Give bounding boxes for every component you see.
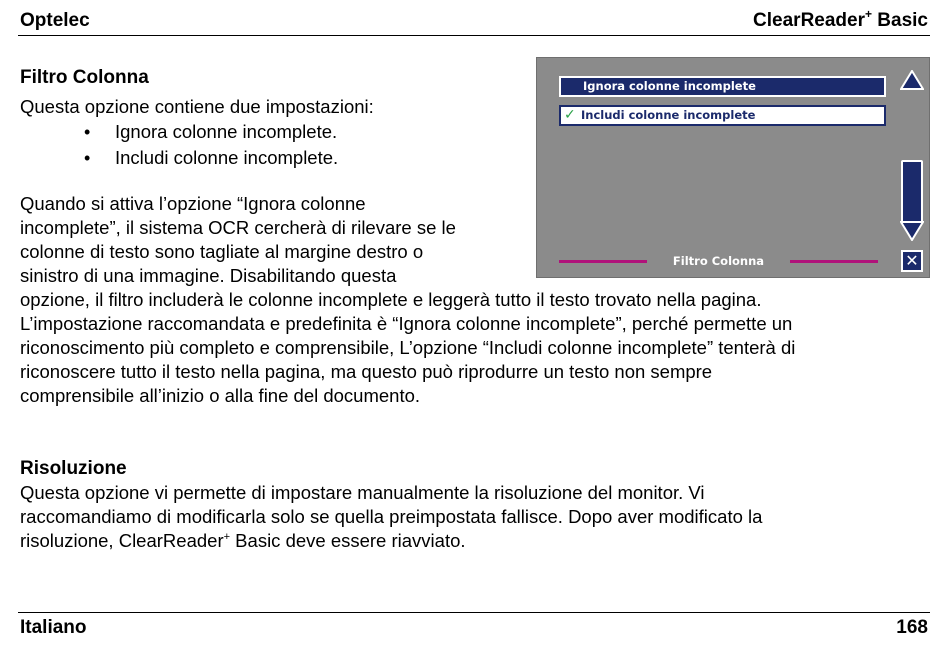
paragraph-line: raccomandiamo di modificarla solo se quella preimpostata fallisce. Dopo aver modificato la bbox=[20, 506, 763, 527]
product-suffix: Basic bbox=[872, 10, 928, 31]
paragraph-line: Questa opzione vi permette di impostare manualmente la risoluzione del monitor. Vi bbox=[20, 482, 705, 503]
paragraph-line: riconoscimento più completo e comprensibile, L’opzione “Includi colonne incomplete” tenterà di bbox=[20, 337, 796, 358]
title-accent-line bbox=[559, 260, 647, 263]
paragraph-line: opzione, il filtro includerà le colonne incomplete e leggerà tutto il testo trovato nella pagina. bbox=[20, 289, 762, 310]
page-number: 168 bbox=[896, 617, 928, 638]
arrow-down-icon[interactable] bbox=[900, 221, 924, 241]
filtro-colonna-screenshot bbox=[536, 57, 930, 278]
arrow-up-icon[interactable] bbox=[900, 70, 924, 90]
list-item: • Ignora colonne incomplete. bbox=[20, 119, 338, 145]
text-segment: risoluzione, ClearReader bbox=[20, 530, 224, 551]
scrollbar-thumb[interactable] bbox=[901, 160, 923, 224]
list-item: • Includi colonne incomplete. bbox=[20, 145, 338, 171]
footer-rule bbox=[18, 612, 930, 613]
paragraph-line: colonne di testo sono tagliate al margine destro o bbox=[20, 241, 424, 262]
product-superscript: + bbox=[865, 7, 873, 21]
panel-title: Filtro Colonna bbox=[672, 254, 765, 268]
product-superscript: + bbox=[223, 531, 231, 543]
section-title-filtro-colonna: Filtro Colonna bbox=[20, 67, 149, 88]
section-title-risoluzione: Risoluzione bbox=[20, 458, 127, 479]
option-label: Includi colonne incomplete bbox=[581, 108, 756, 122]
header-brand: Optelec bbox=[20, 10, 90, 31]
paragraph-line: L’impostazione raccomandata e predefinita è “Ignora colonne incomplete”, perché permette un bbox=[20, 313, 793, 334]
paragraph-line bbox=[20, 529, 466, 553]
paragraph-line: riconoscere tutto il testo nella pagina, ma questo può riprodurre un testo non sempre bbox=[20, 361, 713, 382]
paragraph-line: incomplete”, il sistema OCR cercherà di rilevare se le bbox=[20, 217, 456, 238]
text-segment: Basic deve essere riavviato. bbox=[230, 530, 466, 551]
section-intro: Questa opzione contiene due impostazioni: bbox=[20, 96, 374, 117]
product-name: ClearReader bbox=[753, 10, 865, 31]
option-label: Ignora colonne incomplete bbox=[583, 79, 756, 93]
header-rule bbox=[18, 35, 930, 36]
check-icon: ✓ bbox=[564, 107, 576, 123]
option-ignora-colonne[interactable] bbox=[559, 76, 886, 97]
header-product-title bbox=[753, 7, 928, 32]
paragraph-line: comprensibile all’inizio o alla fine del documento. bbox=[20, 385, 421, 406]
title-accent-line bbox=[790, 260, 878, 263]
option-includi-colonne[interactable] bbox=[559, 105, 886, 126]
close-icon[interactable]: ✕ bbox=[901, 250, 923, 272]
paragraph-line: sinistro di una immagine. Disabilitando questa bbox=[20, 265, 397, 286]
footer-language: Italiano bbox=[20, 617, 87, 638]
paragraph-line: Quando si attiva l’opzione “Ignora colonne bbox=[20, 193, 366, 214]
options-list bbox=[20, 119, 338, 171]
